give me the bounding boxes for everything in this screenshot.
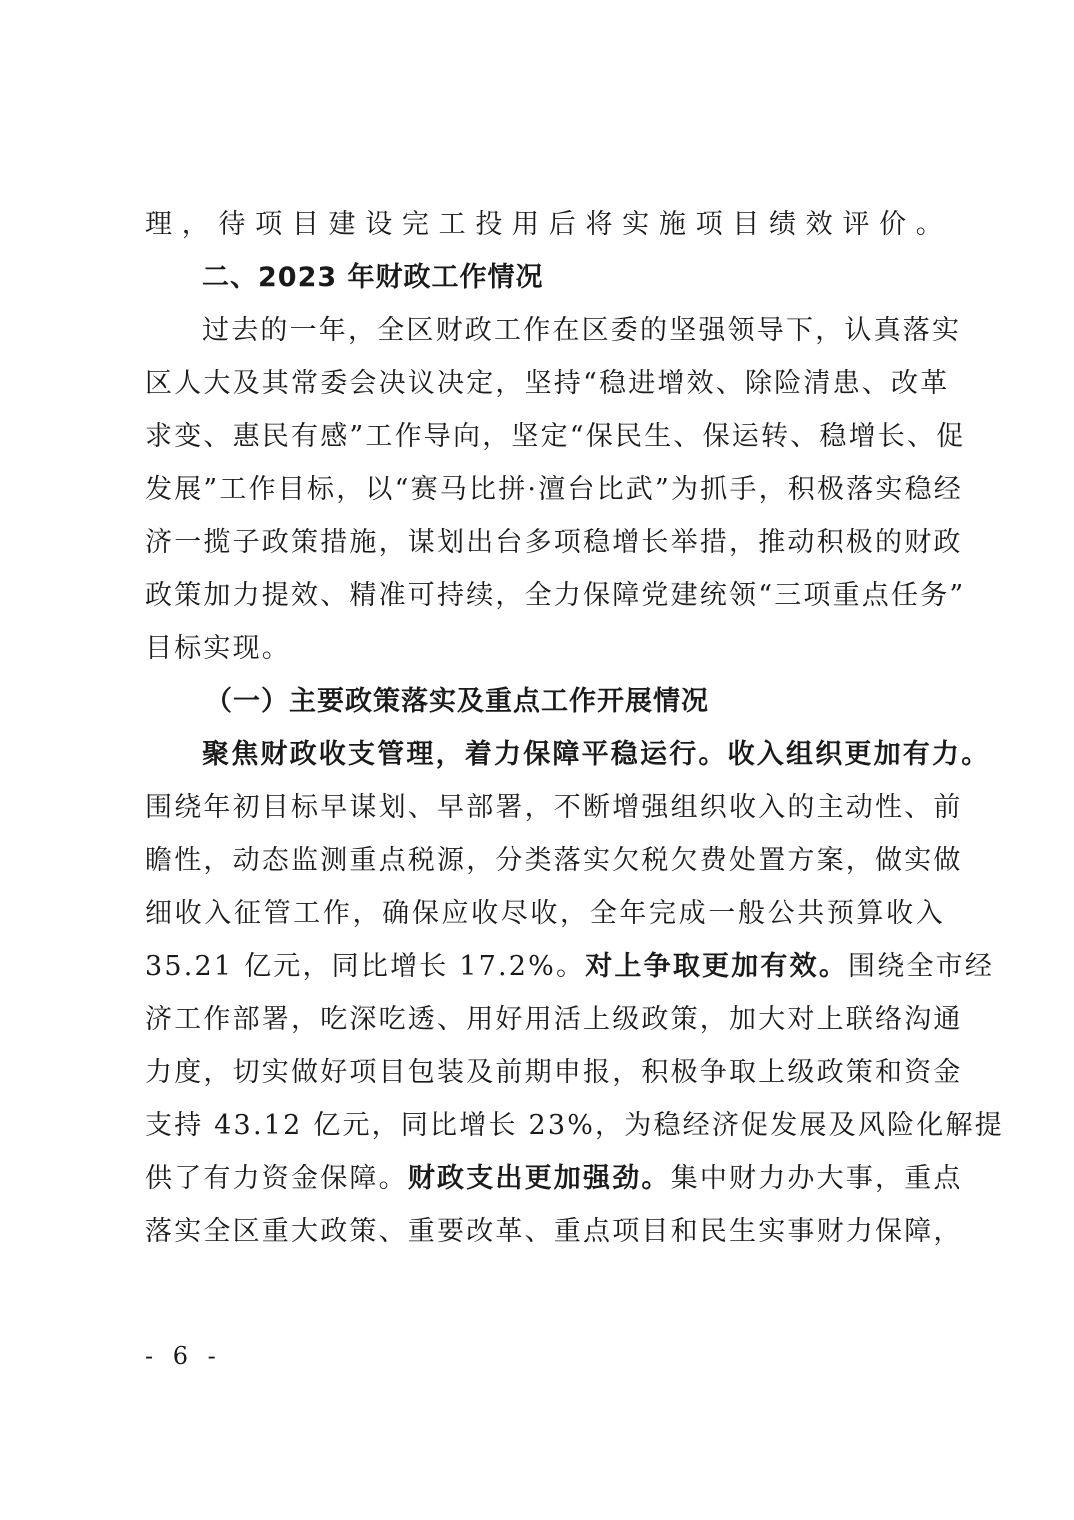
paragraph-lead-line: 聚焦财政收支管理，着力保障平稳运行。收入组织更加有力。 [202, 739, 991, 770]
paragraph-line: 发展”工作目标，以“赛马比拼·澶台比武”为抓手，积极落实稳经 [145, 474, 963, 505]
inline-text: 供了有力资金保障。 [145, 1163, 408, 1194]
paragraph-line: 围绕年初目标早谋划、早部署，不断增强组织收入的主动性、前 [145, 792, 963, 823]
paragraph-line-mixed [145, 1159, 963, 1199]
subsection-heading: （一）主要政策落实及重点工作开展情况 [205, 686, 709, 717]
paragraph-line: 细收入征管工作，确保应收尽收，全年完成一般公共预算收入 [145, 898, 945, 929]
paragraph-line: 瞻性，动态监测重点税源，分类落实欠税欠费处置方案，做实做 [145, 845, 963, 876]
paragraph-line: 区人大及其常委会决议决定，坚持“稳进增效、除险清患、改革 [145, 368, 950, 399]
paragraph-line: 支持 43.12 亿元，同比增长 23%，为稳经济促发展及风险化解提 [145, 1110, 1004, 1141]
page-number: - 6 - [145, 1342, 222, 1370]
inline-text: 围绕全市经 [848, 951, 995, 982]
inline-text: 35.21 亿元，同比增长 17.2%。 [145, 951, 586, 982]
paragraph-line: 过去的一年，全区财政工作在区委的坚强领导下，认真落实 [202, 315, 962, 346]
paragraph-line-mixed [145, 947, 995, 987]
paragraph-line: 理，待项目建设完工投用后将实施项目绩效评价。 [145, 209, 945, 240]
paragraph-line: 求变、惠民有感”工作导向，坚定“保民生、保运转、稳增长、促 [145, 421, 966, 452]
section-heading: 二、2023 年财政工作情况 [202, 262, 544, 293]
paragraph-line: 落实全区重大政策、重要改革、重点项目和民生实事财力保障， [145, 1216, 963, 1247]
paragraph-line: 目标实现。 [145, 633, 291, 664]
inline-text: 集中财力办大事，重点 [670, 1163, 963, 1194]
paragraph-line: 政策加力提效、精准可持续，全力保障党建统领“三项重点任务” [145, 580, 966, 611]
paragraph-line: 济工作部署，吃深吃透、用好用活上级政策，加大对上联络沟通 [145, 1004, 963, 1035]
paragraph-line: 力度，切实做好项目包装及前期申报，积极争取上级政策和资金 [145, 1057, 963, 1088]
paragraph-line: 济一揽子政策措施，谋划出台多项稳增长举措，推动积极的财政 [145, 527, 963, 558]
inline-bold-text: 对上争取更加有效。 [585, 951, 849, 982]
inline-bold-text: 财政支出更加强劲。 [407, 1163, 671, 1194]
